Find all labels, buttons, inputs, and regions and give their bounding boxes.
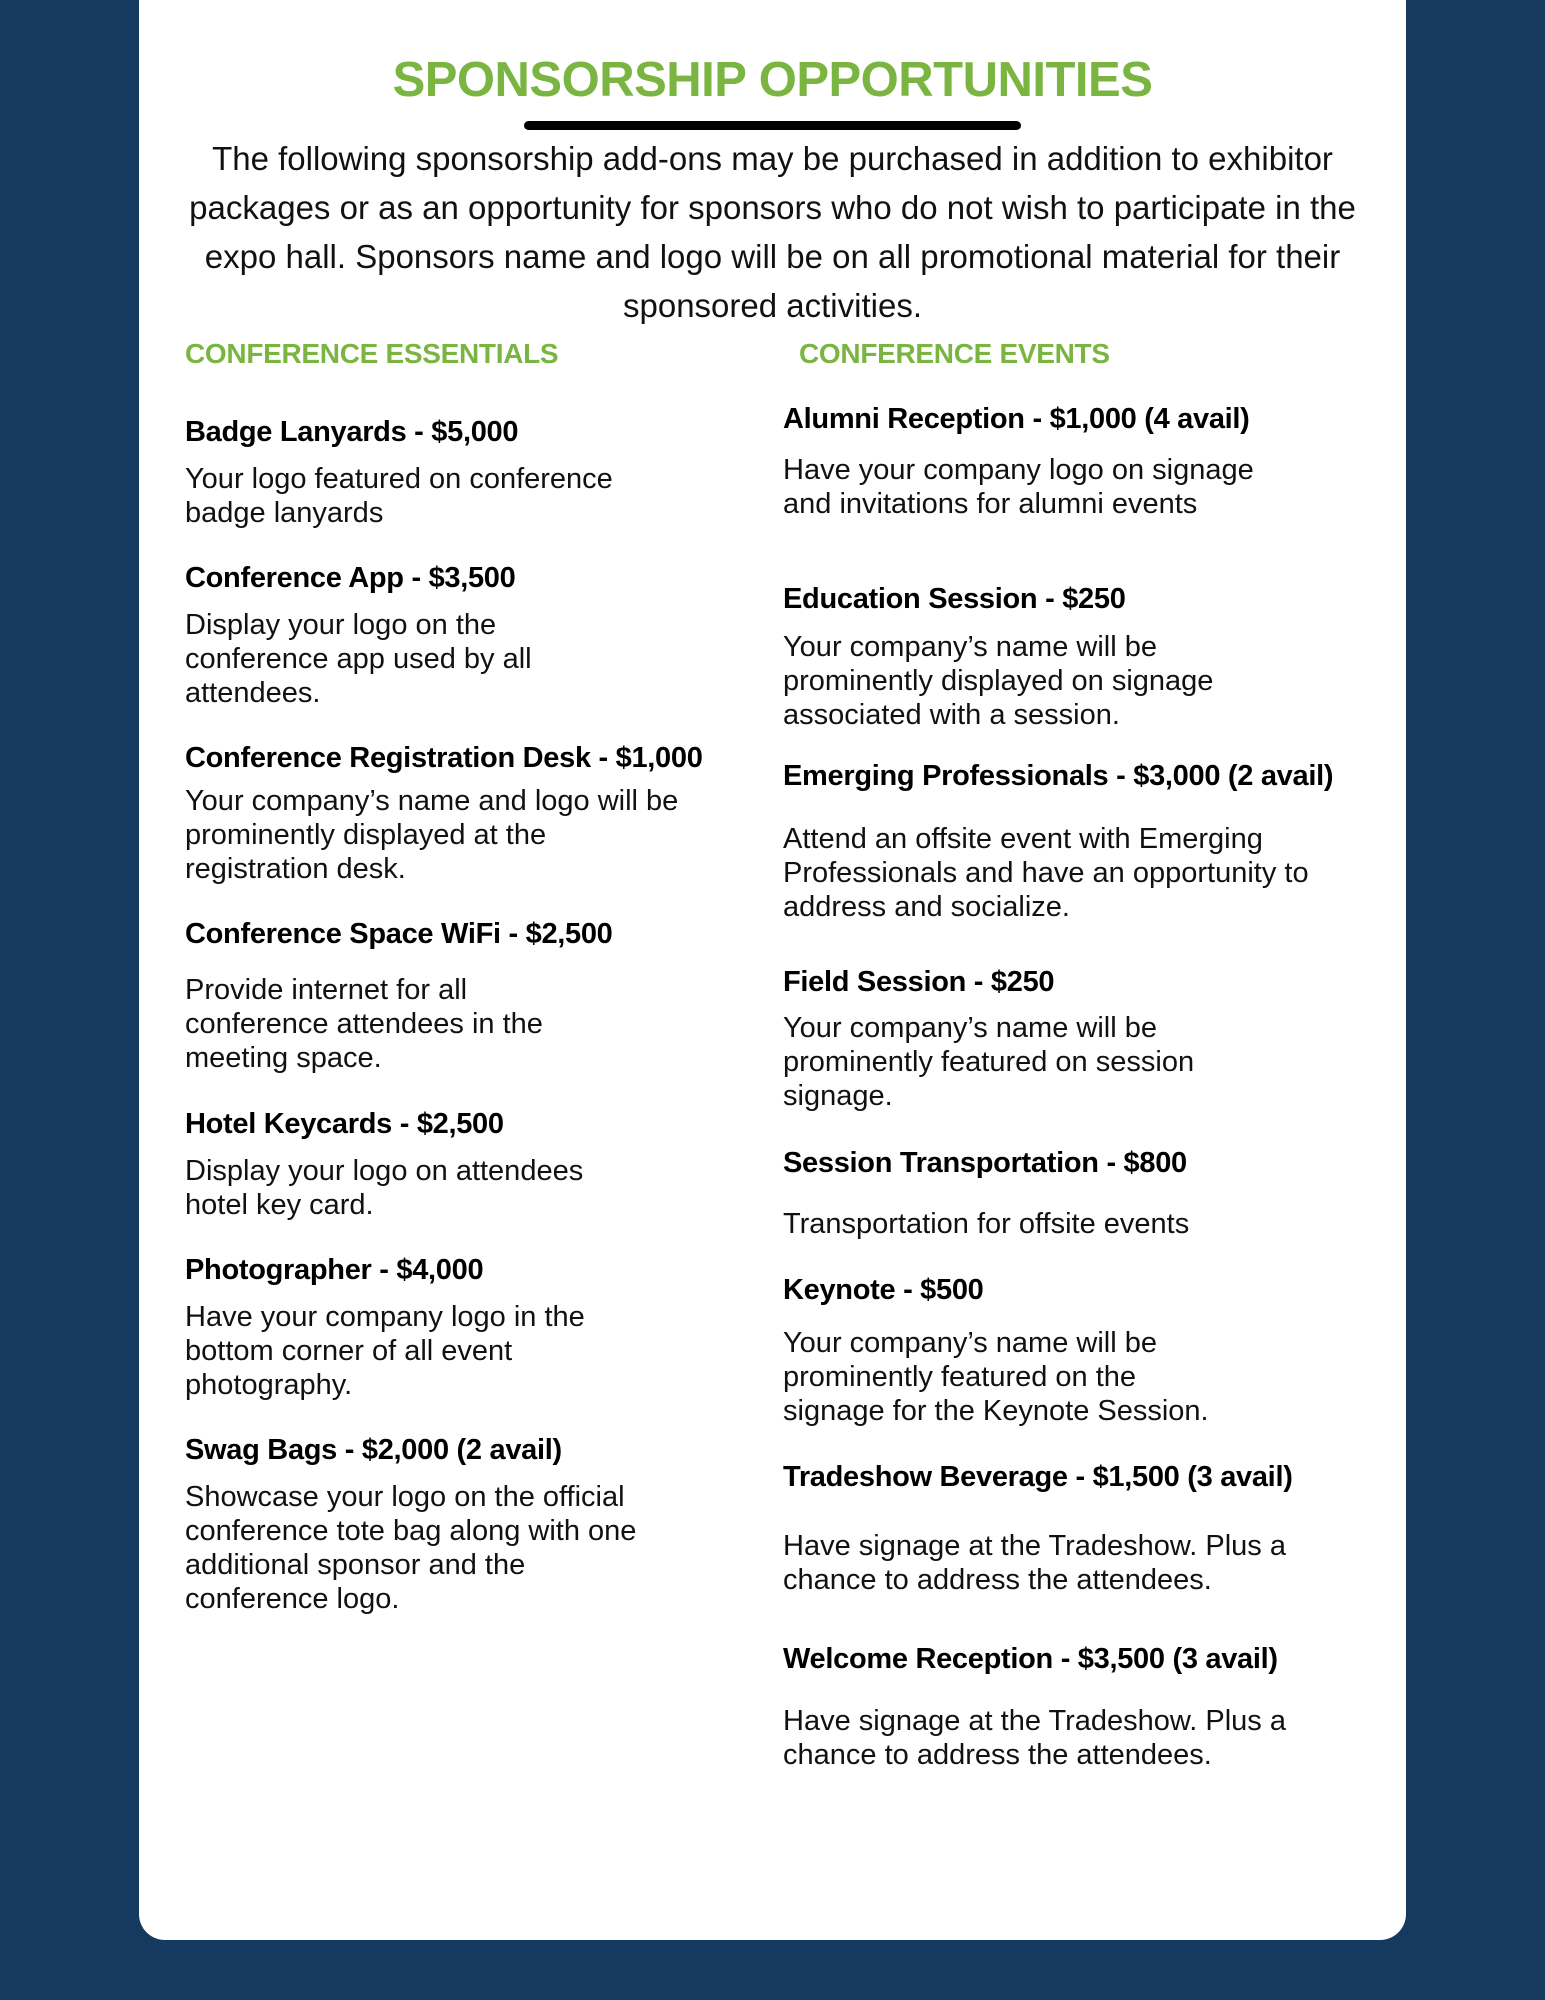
essentials-item-desc: Your logo featured on conference badge lanyards bbox=[185, 463, 613, 529]
events-heading: CONFERENCE EVENTS bbox=[799, 338, 1110, 369]
essentials-heading: CONFERENCE ESSENTIALS bbox=[185, 338, 559, 369]
events-item-desc: Transportation for offsite events bbox=[783, 1208, 1190, 1240]
events-item-title: Emerging Professionals - $3,000 (2 avail) bbox=[783, 760, 1334, 792]
essentials-item-desc: Provide internet for all conference attendees in the meeting space. bbox=[185, 974, 543, 1074]
events-item-desc: Have your company logo on signage and invitations for alumni events bbox=[783, 454, 1254, 520]
events-item-desc: Your company’s name will be prominently featured on the signage for the Keynote Session. bbox=[783, 1327, 1209, 1427]
events-item-title: Field Session - $250 bbox=[783, 966, 1055, 998]
title-underline bbox=[524, 121, 1021, 130]
essentials-item-desc: Have your company logo in the bottom corner of all event photography. bbox=[185, 1301, 585, 1401]
essentials-item-title: Badge Lanyards - $5,000 bbox=[185, 416, 519, 448]
events-item-desc: Have signage at the Tradeshow. Plus a chance to address the attendees. bbox=[783, 1530, 1286, 1596]
events-item-title: Alumni Reception - $1,000 (4 avail) bbox=[783, 403, 1250, 435]
events-item-title: Session Transportation - $800 bbox=[783, 1147, 1187, 1179]
events-item-desc: Your company’s name will be prominently displayed on signage associated with a session. bbox=[783, 631, 1214, 731]
essentials-item-desc: Display your logo on attendees hotel key card. bbox=[185, 1155, 584, 1221]
events-item-title: Keynote - $500 bbox=[783, 1274, 984, 1306]
intro-paragraph: The following sponsorship add-ons may be purchased in addition to exhibitor packages or as an opportunity for sponsors who do not wish to participate in the expo hall. Sponsors name and logo will be on all promotional material for their sponsored activities. bbox=[189, 140, 1356, 324]
events-item-desc: Your company’s name will be prominently featured on session signage. bbox=[783, 1012, 1195, 1112]
essentials-item-title: Conference App - $3,500 bbox=[185, 562, 516, 594]
events-item-desc: Attend an offsite event with Emerging Professionals and have an opportunity to address and socialize. bbox=[783, 823, 1309, 923]
essentials-item-desc: Display your logo on the conference app used by all attendees. bbox=[185, 609, 532, 709]
essentials-item-desc: Your company’s name and logo will be prominently displayed at the registration desk. bbox=[185, 785, 679, 885]
events-item-title: Tradeshow Beverage - $1,500 (3 avail) bbox=[783, 1461, 1293, 1493]
essentials-item-title: Photographer - $4,000 bbox=[185, 1254, 484, 1286]
events-item-title: Education Session - $250 bbox=[783, 583, 1126, 615]
page-title: SPONSORSHIP OPPORTUNITIES bbox=[392, 53, 1153, 107]
essentials-item-title: Swag Bags - $2,000 (2 avail) bbox=[185, 1434, 562, 1466]
essentials-item-title: Hotel Keycards - $2,500 bbox=[185, 1108, 504, 1140]
essentials-item-title: Conference Space WiFi - $2,500 bbox=[185, 918, 613, 950]
events-item-desc: Have signage at the Tradeshow. Plus a chance to address the attendees. bbox=[783, 1705, 1286, 1771]
essentials-item-title: Conference Registration Desk - $1,000 bbox=[185, 742, 703, 774]
events-item-title: Welcome Reception - $3,500 (3 avail) bbox=[783, 1643, 1278, 1675]
essentials-item-desc: Showcase your logo on the official conference tote bag along with one additional sponsor and the conference logo. bbox=[185, 1481, 637, 1615]
